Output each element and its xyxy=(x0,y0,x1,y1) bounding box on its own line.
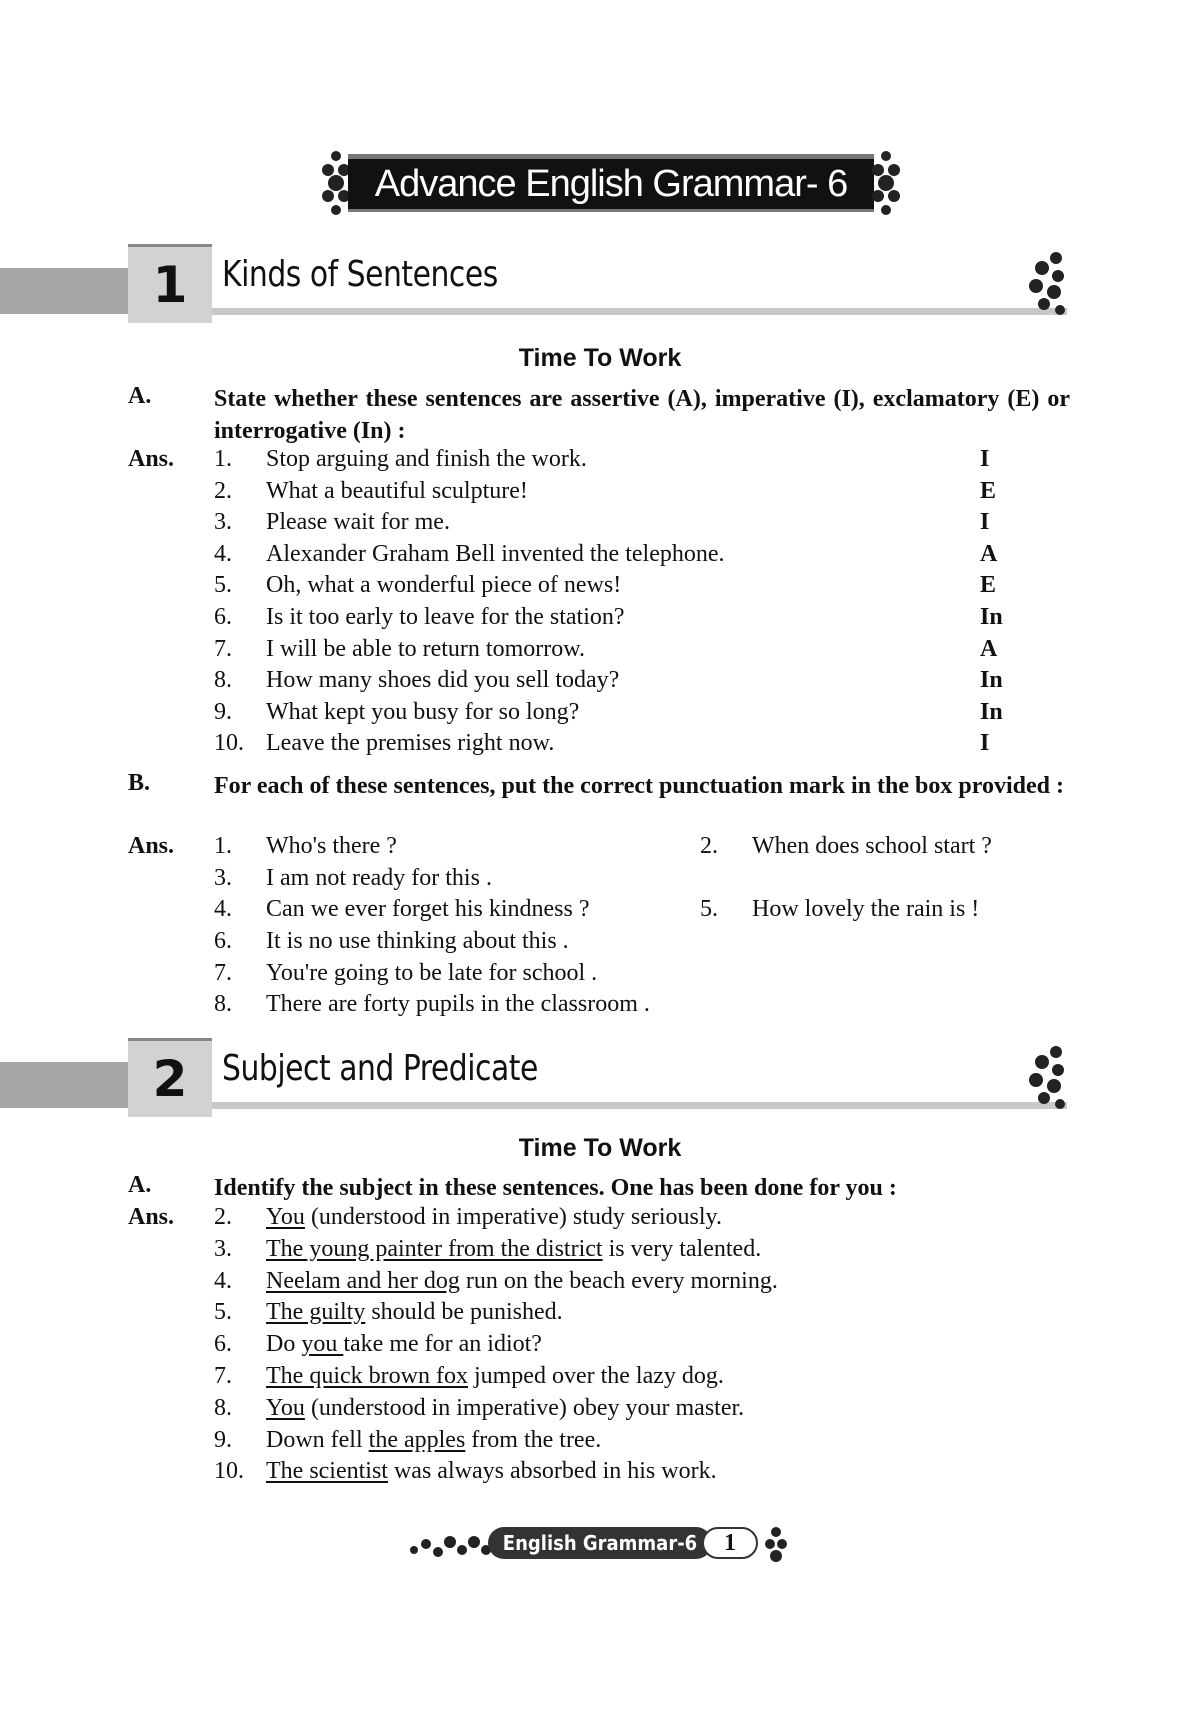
chapter-grey-block xyxy=(0,268,128,314)
sentence xyxy=(266,1331,542,1358)
answer-key: In xyxy=(980,604,1003,630)
chapter-heading-1 xyxy=(0,244,1080,324)
answer-key: E xyxy=(980,572,997,598)
chapter-title: Subject and Predicate xyxy=(222,1048,538,1089)
answer-key: In xyxy=(980,667,1003,693)
answer-label: Ans. xyxy=(128,446,175,472)
footer-left-ornament-icon xyxy=(406,1528,496,1562)
sentence-after: take me for an idiot? xyxy=(343,1331,542,1357)
question-text-a: State whether these sentences are assertive (A), imperative (I), exclamatory (E) or interrogative (In) : xyxy=(214,386,1070,444)
sentence-before: Down fell xyxy=(266,1427,369,1453)
chapter-grey-block xyxy=(0,1062,128,1108)
sentence xyxy=(266,1395,744,1422)
sentence-after: is very talented. xyxy=(602,1236,762,1262)
sentence-after: should be punished. xyxy=(365,1299,563,1325)
answer-key: A xyxy=(980,541,998,567)
answer-label: Ans. xyxy=(128,1204,175,1230)
underlined-subject: The guilty xyxy=(266,1299,366,1325)
sentence xyxy=(266,1299,563,1326)
sentence-after: jumped over the lazy dog. xyxy=(467,1363,724,1389)
sentence xyxy=(266,1458,717,1485)
sentence-after: was always absorbed in his work. xyxy=(387,1458,717,1484)
answer-key: A xyxy=(980,636,998,662)
section-title-ch2: Time To Work xyxy=(518,1134,682,1162)
underlined-subject: The scientist xyxy=(266,1458,388,1484)
corner-ornament-icon xyxy=(1022,1042,1070,1112)
chapter-heading-2 xyxy=(0,1038,1080,1118)
sentence-after: (understood in imperative) study seriously. xyxy=(304,1204,722,1230)
question-text-a: Identify the subject in these sentences. One has been done for you : xyxy=(214,1175,897,1201)
sentence xyxy=(266,1204,722,1231)
book-title: Advance English Grammar- 6 xyxy=(374,162,848,205)
banner-bar xyxy=(348,154,874,212)
chapter-number: 2 xyxy=(128,1038,212,1117)
answer-key: I xyxy=(980,509,990,535)
answer-key: I xyxy=(980,730,990,756)
footer-right-ornament-icon xyxy=(762,1524,790,1564)
chapter-rule xyxy=(212,1102,1067,1109)
underlined-subject: the apples xyxy=(368,1427,466,1453)
right-ornament-icon xyxy=(868,146,904,220)
underlined-subject: The quick brown fox xyxy=(266,1363,468,1389)
answer-key: In xyxy=(980,699,1003,725)
corner-ornament-icon xyxy=(1022,248,1070,318)
sentence xyxy=(266,1268,778,1295)
chapter-number: 1 xyxy=(128,244,212,323)
section-title-ch1: Time To Work xyxy=(518,344,682,372)
sentence-after: (understood in imperative) obey your master. xyxy=(304,1395,745,1421)
page-footer xyxy=(406,1522,792,1566)
sentence xyxy=(266,1236,761,1263)
underlined-subject: You xyxy=(266,1395,305,1421)
underlined-subject: you xyxy=(301,1331,344,1357)
answer-key: E xyxy=(980,478,997,504)
question-label-a: A. xyxy=(128,383,152,409)
footer-label: English Grammar-6 xyxy=(488,1527,712,1559)
sentence-after: run on the beach every morning. xyxy=(459,1268,778,1294)
page-number: 1 xyxy=(702,1527,758,1559)
sentence xyxy=(266,1427,601,1454)
sentence-after: from the tree. xyxy=(465,1427,602,1453)
question-label-b: B. xyxy=(128,770,151,796)
underlined-subject: Neelam and her dog xyxy=(266,1268,460,1294)
sentence-before: Do xyxy=(266,1331,302,1357)
chapter-rule xyxy=(212,308,1067,315)
underlined-subject: The young painter from the district xyxy=(266,1236,603,1262)
sentence xyxy=(266,1363,724,1390)
chapter-title: Kinds of Sentences xyxy=(222,254,498,295)
answer-key: I xyxy=(980,446,990,472)
question-text-b: For each of these sentences, put the correct punctuation mark in the box provided : xyxy=(214,773,1064,799)
underlined-subject: You xyxy=(266,1204,305,1230)
question-label-a: A. xyxy=(128,1172,152,1198)
answer-label: Ans. xyxy=(128,833,175,859)
book-title-banner xyxy=(318,146,904,220)
